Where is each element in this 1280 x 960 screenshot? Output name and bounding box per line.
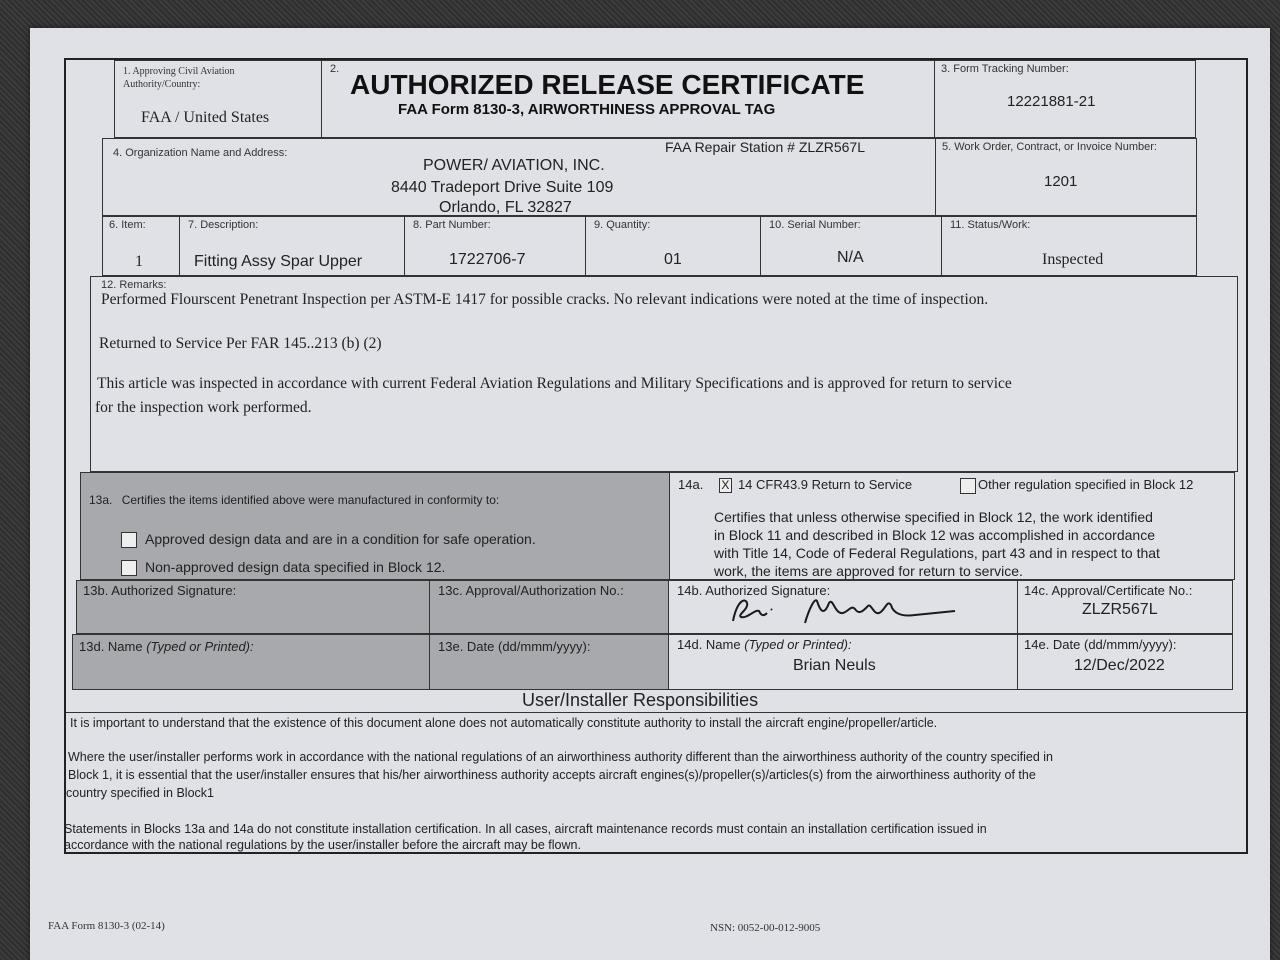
block7	[179, 216, 405, 276]
block14e	[1017, 634, 1233, 690]
block13b-label: 13b. Authorized Signature:	[83, 583, 237, 598]
org-address2: Orlando, FL 32827	[439, 199, 572, 216]
block13a-number: 13a.	[89, 493, 113, 507]
status-label: 11. Status/Work:	[950, 219, 1031, 231]
block14d-label-prefix: 14d. Name	[677, 637, 745, 652]
item-value: 1	[135, 253, 143, 270]
block13c	[429, 580, 669, 634]
block2-label: 2.	[330, 63, 340, 75]
other-regulation-checkbox[interactable]	[960, 478, 976, 494]
responsibilities-divider	[66, 712, 1246, 713]
other-regulation-label: Other regulation specified in Block 12	[978, 477, 1194, 492]
certificate-paper	[30, 28, 1270, 960]
desc-value: Fitting Assy Spar Upper	[194, 253, 363, 270]
block2	[321, 60, 935, 138]
remarks-label: 12. Remarks:	[101, 279, 167, 291]
cert-line2: in Block 11 and described in Block 12 was accomplished in accordance	[714, 527, 1155, 543]
resp-p2a: Where the user/installer performs work in accordance with the national regulations of an airworthiness authority different than the airworthiness authority of the country specified in	[68, 750, 1054, 764]
page-title: AUTHORIZED RELEASE CERTIFICATE	[350, 69, 865, 100]
resp-p2b: Block 1, it is essential that the user/installer ensures that his/her airworthiness authority accepts aircraft engines(s)/propeller(s)/articles(s) from the airworthiness authority of the	[68, 768, 1036, 782]
block14d-label	[677, 637, 852, 652]
block13a-text: Certifies the items identified above were manufactured in conformity to:	[121, 493, 500, 507]
opt2-row	[121, 559, 445, 576]
nonapproved-design-label: Non-approved design data specified in Block 12.	[145, 559, 446, 575]
authorized-signature	[725, 591, 965, 631]
other-reg-row	[960, 477, 1193, 494]
part-label: 8. Part Number:	[413, 219, 491, 231]
cert-line4: work, the items are approved for return to service.	[714, 563, 1023, 579]
qty-value: 01	[664, 251, 682, 268]
block1-value: FAA / United States	[141, 109, 270, 126]
page-subtitle: FAA Form 8130-3, AIRWORTHINESS APPROVAL TAG	[398, 101, 776, 118]
block14b	[668, 580, 1018, 634]
block14c	[1017, 580, 1233, 634]
block13d-label-prefix: 13d. Name	[79, 639, 147, 654]
block13c-label: 13c. Approval/Authorization No.:	[438, 583, 624, 598]
resp-p2c: country specified in Block1	[66, 786, 214, 800]
block14b-label: 14b. Authorized Signature:	[677, 583, 831, 598]
certificate-date: 12/Dec/2022	[1074, 657, 1165, 674]
signer-name: Brian Neuls	[793, 657, 876, 674]
work-order-number: 1201	[1044, 173, 1078, 190]
block5-label: 5. Work Order, Contract, or Invoice Number:	[942, 141, 1157, 153]
approved-design-checkbox[interactable]	[121, 532, 137, 548]
cfr43-checkbox[interactable]: X	[719, 478, 732, 493]
remarks-line2: Returned to Service Per FAR 145..213 (b) (2)	[99, 335, 382, 352]
block14d-label-italic: (Typed or Printed):	[744, 637, 852, 652]
qty-label: 9. Quantity:	[594, 219, 651, 231]
org-address1: 8440 Tradeport Drive Suite 109	[391, 179, 614, 196]
block14c-label: 14c. Approval/Certificate No.:	[1024, 583, 1193, 598]
block3-label: 3. Form Tracking Number:	[941, 63, 1069, 75]
block9	[585, 216, 761, 276]
block10	[760, 216, 942, 276]
cert-line1: Certifies that unless otherwise specified in Block 12, the work identified	[714, 509, 1153, 525]
block12	[90, 276, 1238, 472]
cert-line3: with Title 14, Code of Federal Regulations, part 43 and in respect to that	[714, 545, 1160, 561]
resp-p3a: Statements in Blocks 13a and 14a do not constitute installation certification. In all cases, aircraft maintenance records must contain an installation certification issued in	[64, 822, 987, 836]
block13d-label	[79, 639, 254, 654]
responsibilities-section	[66, 690, 1246, 854]
block14a	[669, 472, 1235, 580]
repair-station: FAA Repair Station # ZLZR567L	[665, 139, 865, 155]
desc-label: 7. Description:	[188, 219, 259, 231]
status-value: Inspected	[1042, 251, 1104, 268]
remarks-line1: Performed Flourscent Penetrant Inspection per ASTM-E 1417 for possible cracks. No relevant indications were noted at the time of inspection.	[101, 291, 989, 308]
serial-label: 10. Serial Number:	[769, 219, 861, 231]
block14d	[668, 634, 1018, 690]
block13a-label	[89, 493, 499, 507]
block14a-number: 14a.	[678, 477, 704, 492]
block13e-label: 13e. Date (dd/mmm/yyyy):	[438, 639, 591, 654]
approval-certificate-no: ZLZR567L	[1082, 601, 1158, 618]
block3	[934, 60, 1196, 138]
block11	[941, 216, 1197, 276]
cfr43-label: 14 CFR43.9 Return to Service	[737, 477, 913, 492]
remarks-line3b: for the inspection work performed.	[95, 399, 312, 416]
resp-p3b: accordance with the national regulations by the user/installer before the aircraft may be flown.	[64, 838, 581, 852]
block14a-header	[678, 477, 912, 493]
form-frame	[64, 58, 1248, 854]
block5	[935, 138, 1197, 216]
nonapproved-design-checkbox[interactable]	[121, 560, 137, 576]
block8	[404, 216, 586, 276]
block1	[114, 60, 322, 138]
block6	[102, 216, 180, 276]
nsn: NSN: 0052-00-012-9005	[710, 922, 821, 934]
block13b	[76, 580, 430, 634]
approved-design-label: Approved design data and are in a condition for safe operation.	[145, 531, 536, 547]
block4	[102, 138, 936, 216]
block14e-label: 14e. Date (dd/mmm/yyyy):	[1024, 637, 1177, 652]
form-id: FAA Form 8130-3 (02-14)	[48, 920, 165, 932]
block13d	[72, 634, 430, 690]
org-name: POWER/ AVIATION, INC.	[423, 157, 605, 174]
responsibilities-title: User/Installer Responsibilities	[522, 690, 759, 710]
block13d-label-italic: (Typed or Printed):	[146, 639, 254, 654]
block1-label: 1. Approving Civil Aviation Authority/Country:	[123, 66, 235, 90]
block4-label: 4. Organization Name and Address:	[113, 147, 288, 159]
opt1-row	[121, 531, 536, 548]
block13a	[80, 472, 670, 580]
form-tracking-number: 12221881-21	[1007, 93, 1096, 110]
part-value: 1722706-7	[449, 251, 526, 268]
item-label: 6. Item:	[109, 219, 146, 231]
serial-value: N/A	[837, 249, 864, 266]
remarks-line3a: This article was inspected in accordance with current Federal Aviation Regulations and Military Specifications and is approved for return to service	[97, 375, 1012, 392]
block13e	[429, 634, 669, 690]
resp-p1: It is important to understand that the existence of this document alone does not automatically constitute authority to install the aircraft engine/propeller/article.	[70, 716, 938, 730]
